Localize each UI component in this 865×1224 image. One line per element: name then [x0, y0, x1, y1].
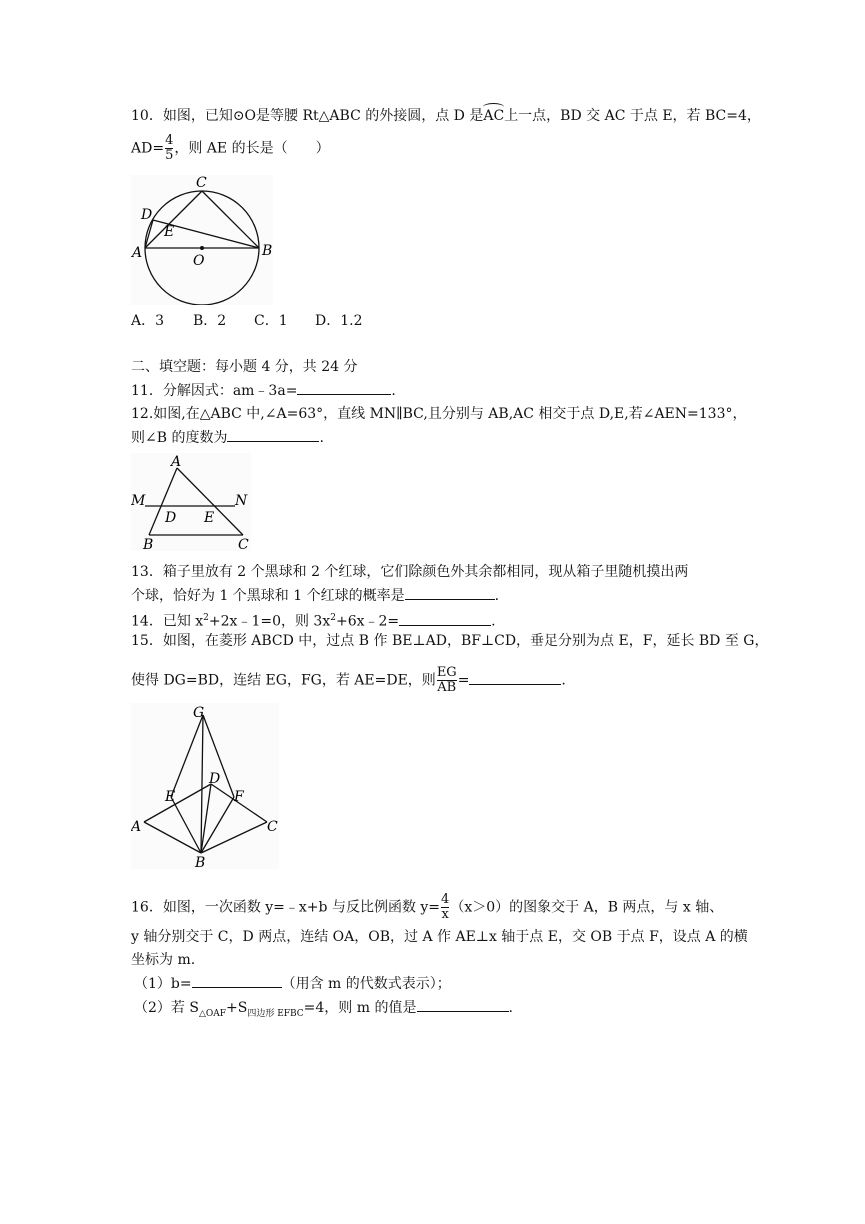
label-b: B — [143, 537, 154, 551]
q15-period: . — [561, 672, 566, 689]
q16-p1-note: （用含 m 的代数式表示）； — [281, 976, 451, 992]
q14-answer-blank[interactable] — [399, 611, 491, 626]
q16-p2-answer-blank[interactable] — [417, 997, 509, 1012]
label-a: A — [132, 245, 143, 261]
q10-line2 — [131, 134, 330, 163]
label-e: E — [165, 789, 176, 805]
q15-text: 使得 DG=BD，连结 EG，FG，若 AE=DE，则 — [131, 672, 436, 689]
q12-line2 — [131, 427, 324, 448]
q16-text-b: （x＞0）的图象交于 A，B 两点，与 x 轴、 — [450, 899, 724, 916]
q11-text: 11．分解因式：am﹣3a= — [131, 383, 298, 399]
label-m: M — [131, 493, 146, 509]
q10-options — [131, 311, 363, 331]
option-a: A．3 — [131, 313, 165, 329]
q10-circle-figure — [131, 175, 273, 305]
q13-line1: 13．箱子里放有 2 个黑球和 2 个红球，它们除颜色外其余都相同，现从箱子里随机摸出两 — [131, 564, 689, 580]
option-c: C．1 — [254, 313, 288, 329]
q12-period: . — [319, 430, 324, 446]
q15-rhombus-figure — [131, 703, 279, 869]
label-d: D — [209, 771, 221, 787]
label-a: A — [171, 454, 182, 470]
q16-line2: y 轴分别交于 C，D 两点，连结 OA，OB，过 A 作 AE⊥x 轴于点 E，交 OB 于点 F，设点 A 的横 — [131, 929, 748, 945]
q10-fraction — [165, 134, 173, 163]
arc-ac: AC — [483, 108, 505, 124]
option-d: D．1.2 — [315, 313, 363, 329]
q16-line1 — [131, 893, 723, 922]
frac-num: EG — [436, 665, 457, 680]
q16-fraction — [441, 893, 449, 922]
q15-answer-blank[interactable] — [469, 670, 561, 685]
q16-text-a: 16．如图，一次函数 y=﹣x+b 与反比例函数 y= — [131, 899, 441, 916]
q14-text-a: 14．已知 x — [131, 613, 204, 630]
q10-text-a: 10．如图，已知⊙O是等腰 Rt△ABC 的外接圆，点 D 是 — [131, 108, 484, 124]
q10-ad: AD= — [131, 140, 165, 157]
q12-answer-blank[interactable] — [227, 427, 319, 442]
label-c: C — [238, 537, 249, 551]
q13-line2 — [131, 585, 499, 606]
q10-line1 — [131, 106, 761, 126]
line-ge — [171, 715, 203, 797]
q11-answer-blank[interactable] — [297, 380, 391, 395]
option-b: B．2 — [193, 313, 227, 329]
q12-text: 则∠B 的度数为 — [131, 430, 228, 446]
frac-den: x — [441, 907, 449, 922]
center-dot — [200, 246, 204, 250]
q14-text-c: +6x﹣2= — [335, 613, 400, 630]
q15-line1: 15．如图，在菱形 ABCD 中，过点 B 作 BE⊥AD，BF⊥CD，垂足分别为点 E，F，延长 BD 至 G， — [131, 633, 769, 649]
q16-p2-text-a: （2）若 S — [134, 1000, 199, 1016]
label-a: A — [131, 819, 142, 835]
q14-period: . — [491, 613, 496, 630]
q14-text-b: +2x﹣1=0，则 3x — [208, 613, 331, 630]
label-d: D — [141, 207, 153, 223]
q15-fraction — [437, 666, 457, 695]
label-n: N — [235, 493, 248, 509]
q10-text-b: 上一点，BD 交 AC 于点 E，若 BC=4， — [504, 108, 761, 124]
q16-p2-sub2: 四边形 EFBC — [247, 1008, 304, 1019]
line-cb — [201, 822, 267, 853]
q16-p2-text-c: =4，则 m 的值是 — [303, 1000, 417, 1016]
q12-triangle-figure — [131, 453, 251, 551]
label-g: G — [193, 705, 205, 721]
q16-p1-text: （1）b= — [134, 976, 192, 992]
label-b: B — [195, 855, 206, 869]
q13-text: 个球，恰好为 1 个黑球和 1 个红球的概率是 — [131, 588, 405, 604]
q14-line — [131, 608, 496, 632]
line-cb — [202, 191, 259, 248]
label-o: O — [193, 253, 205, 269]
label-f: F — [234, 789, 244, 805]
q16-part1 — [134, 973, 451, 994]
label-c: C — [196, 175, 207, 191]
q10-question: ，则 AE 的长是（ ） — [174, 140, 330, 157]
q15-line2 — [131, 666, 566, 695]
frac-den: AB — [437, 680, 457, 695]
q16-p1-answer-blank[interactable] — [192, 973, 282, 988]
frac-den: 5 — [165, 148, 174, 163]
q16-p2-sub1: △OAF — [198, 1008, 226, 1019]
q15-equals: = — [457, 672, 470, 689]
q16-line3: 坐标为 m. — [131, 952, 196, 968]
q11-line — [131, 380, 396, 401]
q14-sup-1: 2 — [203, 613, 209, 623]
section-heading: 二、填空题：每小题 4 分，共 24 分 — [131, 359, 358, 375]
label-b: B — [262, 243, 273, 259]
frac-num: 4 — [165, 133, 174, 148]
label-e: E — [164, 224, 175, 240]
q16-period: . — [508, 1000, 513, 1016]
label-d: D — [165, 510, 177, 526]
label-c: C — [267, 819, 278, 835]
q12-line1: 12.如图,在△ABC 中,∠A=63°，直线 MN∥BC,且分别与 AB,AC 相交于点 D,E,若∠AEN=133°， — [131, 406, 747, 422]
q13-answer-blank[interactable] — [405, 585, 495, 600]
q16-p2-text-b: +S — [226, 1000, 248, 1016]
q13-period: . — [494, 588, 500, 604]
q11-period: . — [391, 383, 396, 399]
q16-part2 — [134, 997, 513, 1024]
label-e: E — [204, 510, 215, 526]
q14-sup-2: 2 — [330, 613, 336, 623]
line-gb — [201, 715, 203, 853]
frac-num: 4 — [441, 892, 450, 907]
